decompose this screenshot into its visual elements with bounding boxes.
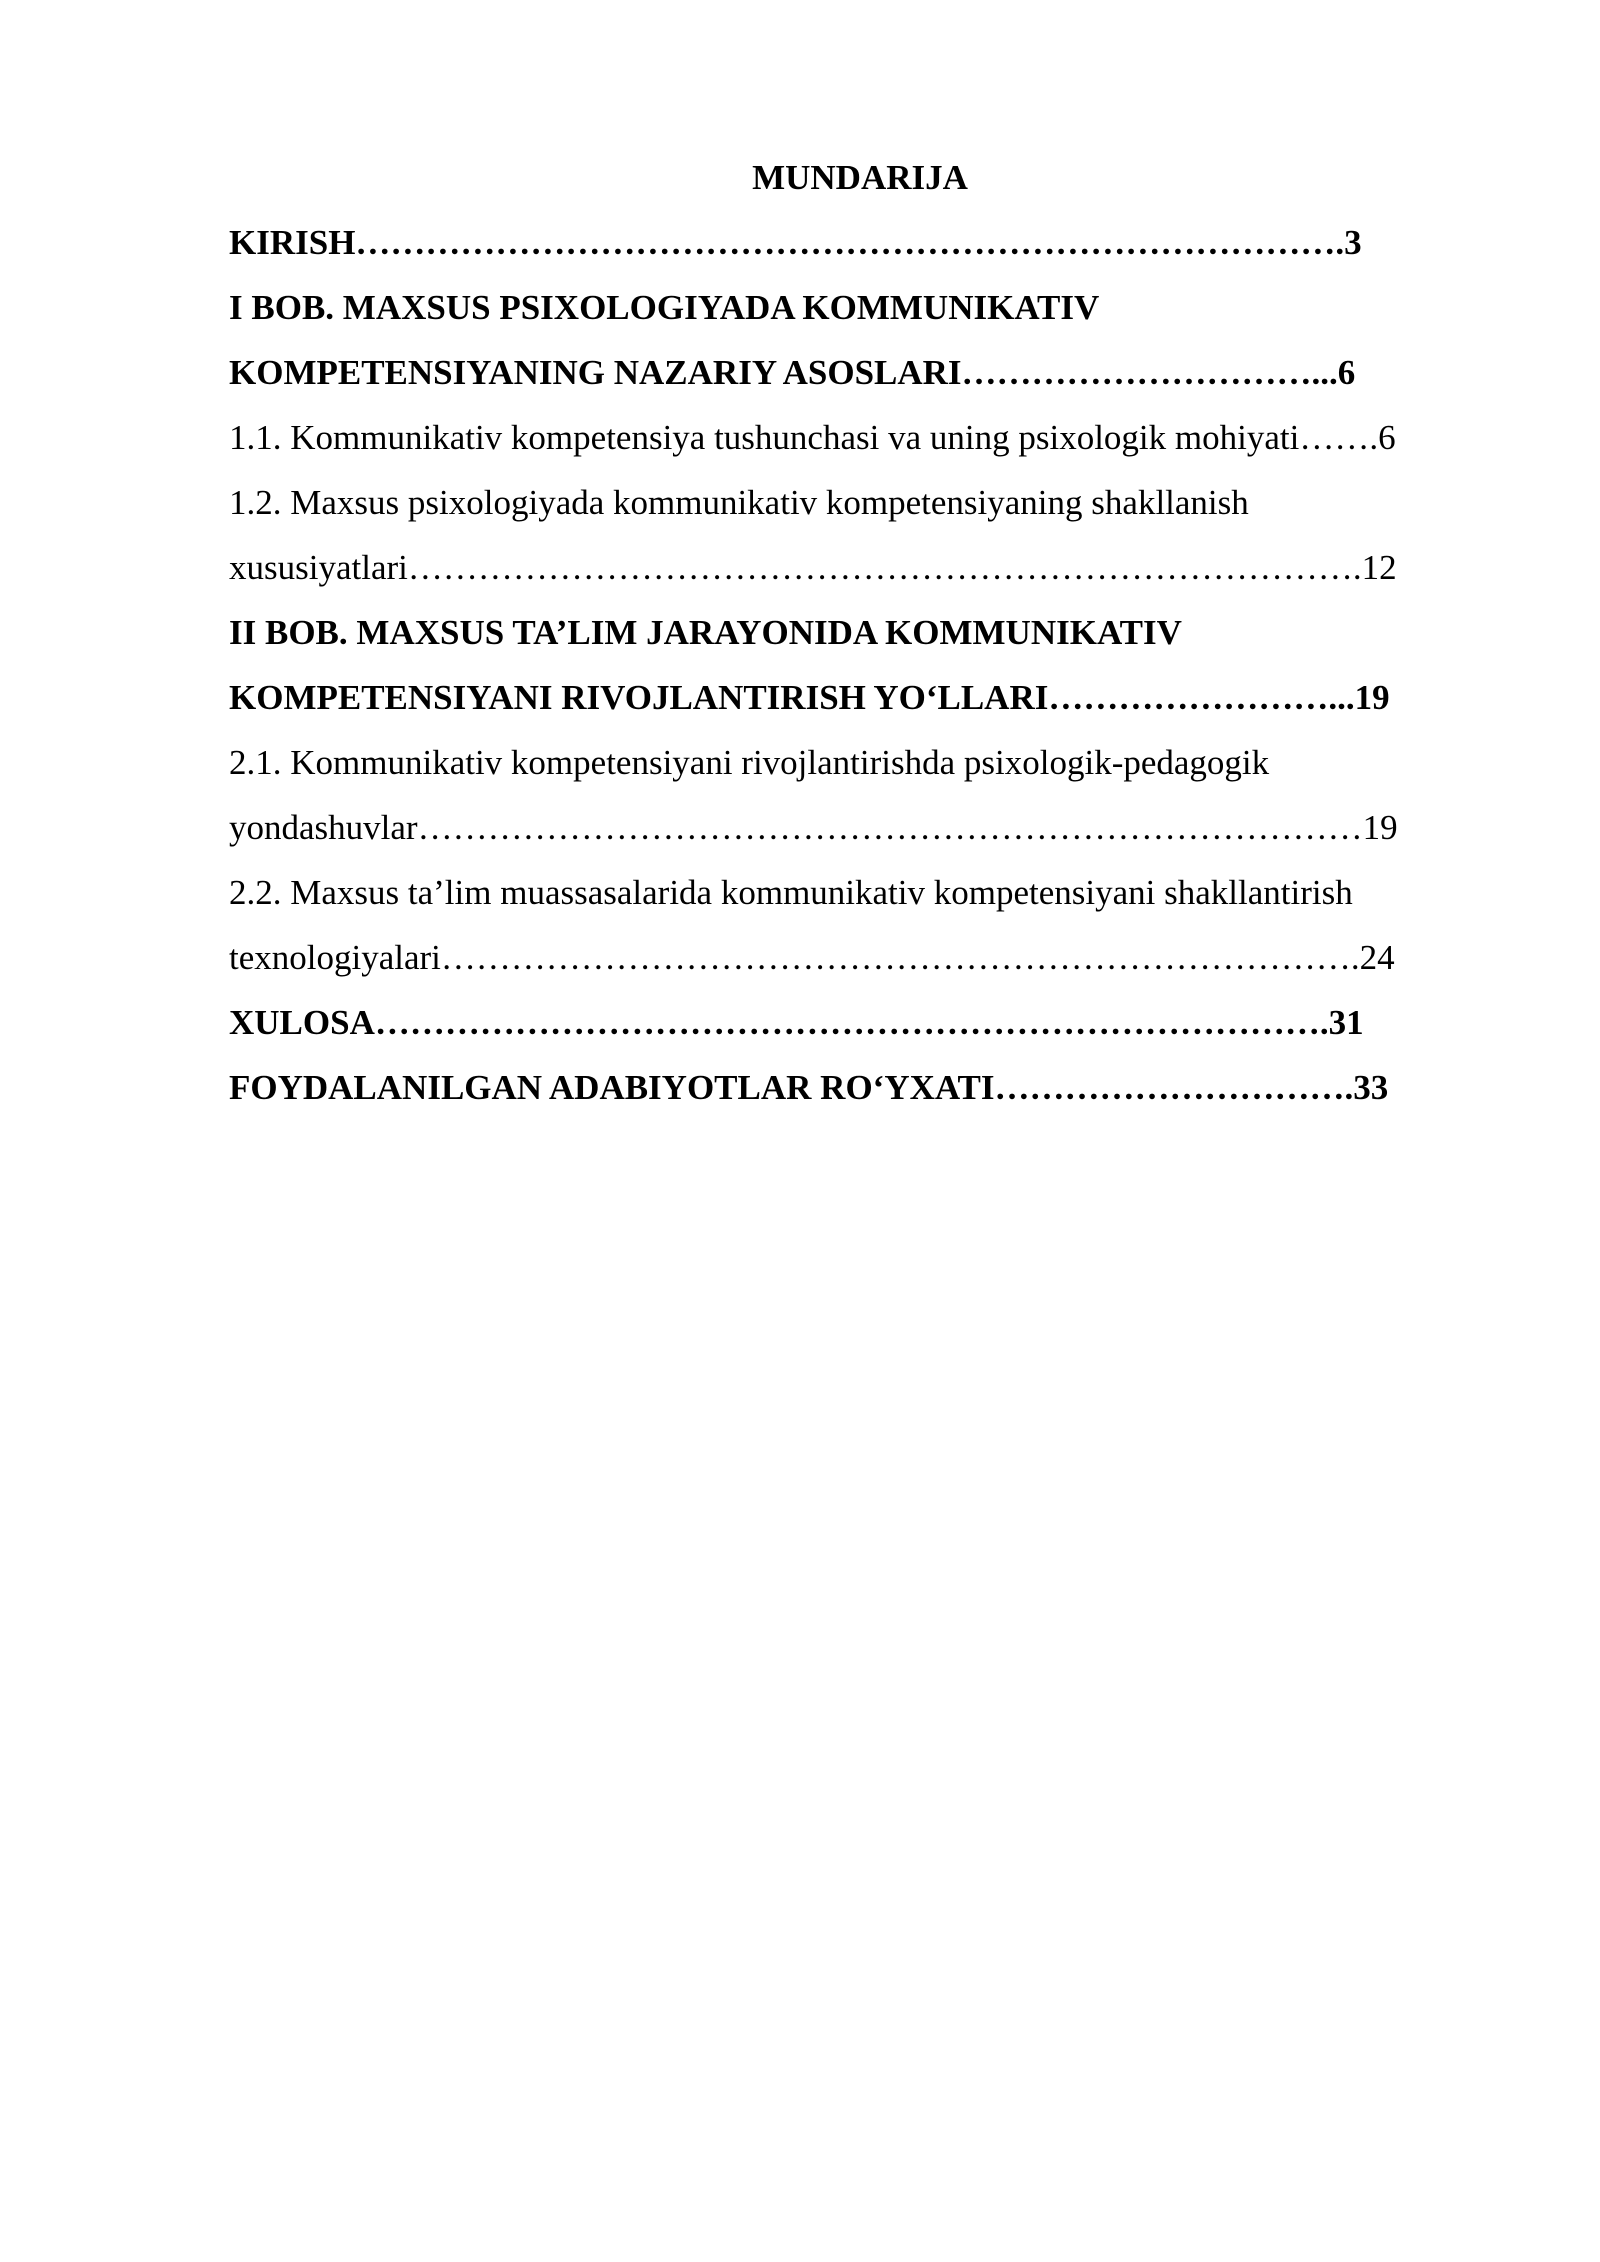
toc-entry-chapter-2-line-2: KOMPETENSIYANI RIVOJLANTIRISH YO‘LLARI……………………...19 <box>229 678 1390 717</box>
toc-entry-section-2-1-line-1: 2.1. Kommunikativ kompetensiyani rivojlantirishda psixologik-pedagogik <box>229 743 1270 782</box>
toc-entry-references: FOYDALANILGAN ADABIYOTLAR RO‘YXATI………………………….33 <box>229 1068 1389 1107</box>
toc-title: MUNDARIJA <box>752 158 968 197</box>
toc-entry-xulosa: XULOSA……………………………………………………………………….31 <box>229 1003 1364 1042</box>
table-of-contents <box>229 145 1491 1120</box>
toc-entry-section-2-2-line-2: texnologiyalari…………………………………………………………………….24 <box>229 938 1395 977</box>
toc-entry-chapter-1-line-1: I BOB. MAXSUS PSIXOLOGIYADA KOMMUNIKATIV <box>229 288 1100 327</box>
toc-entry-kirish: KIRISH………………………………………………………………………….3 <box>229 223 1362 262</box>
toc-entry-section-2-1-line-2: yondashuvlar………………………………………………………………………19 <box>229 808 1398 847</box>
toc-entry-chapter-1-line-2: KOMPETENSIYANING NAZARIY ASOSLARI…………………………...6 <box>229 353 1356 392</box>
toc-entry-section-1-2-line-1: 1.2. Maxsus psixologiyada kommunikativ kompetensiyaning shakllanish <box>229 483 1249 522</box>
toc-entry-chapter-2-line-1: II BOB. MAXSUS TA’LIM JARAYONIDA KOMMUNIKATIV <box>229 613 1182 652</box>
toc-entry-section-1-2-line-2: xususiyatlari……………………………………………………………………….12 <box>229 548 1397 587</box>
toc-entry-section-2-2-line-1: 2.2. Maxsus ta’lim muassasalarida kommunikativ kompetensiyani shakllantirish <box>229 873 1353 912</box>
toc-entry-section-1-1: 1.1. Kommunikativ kompetensiya tushunchasi va uning psixologik mohiyati…….6 <box>229 418 1396 457</box>
